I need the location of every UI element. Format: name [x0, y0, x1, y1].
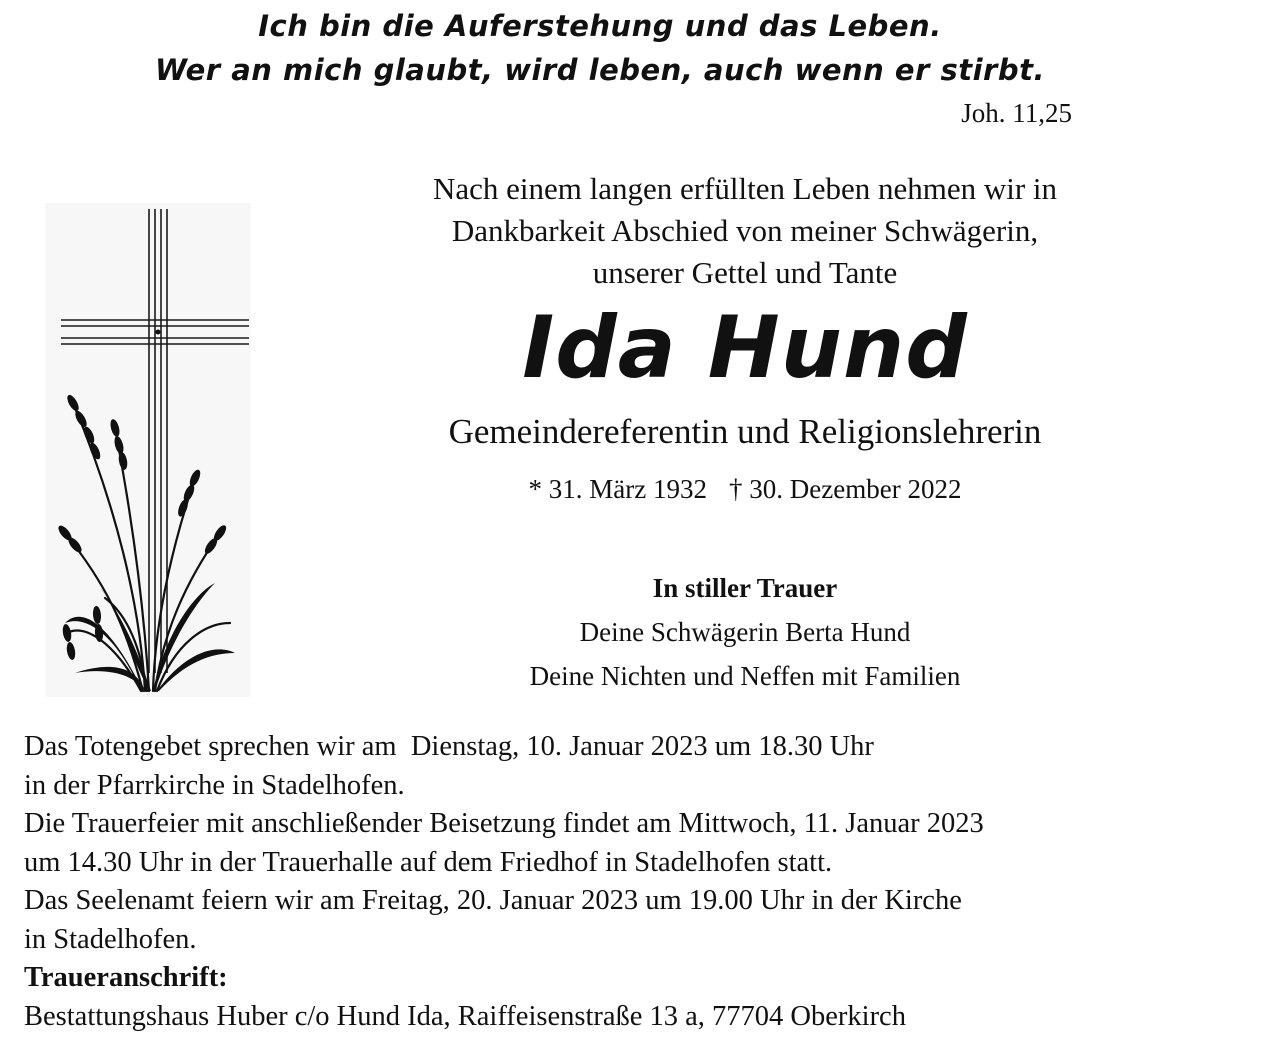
cross-with-grain-icon	[45, 203, 251, 697]
detail-line-3: Die Trauerfeier mit anschließender Beisetzung findet am Mittwoch, 11. Januar 2023	[24, 808, 984, 839]
detail-line-5: Das Seelenamt feiern wir am Freitag, 20. Januar 2023 um 19.00 Uhr in der Kirche	[24, 885, 962, 916]
death-date: † 30. Dezember 2022	[729, 474, 962, 504]
detail-line-6: in Stadelhofen.	[24, 923, 197, 955]
detail-line-1: Das Totengebet sprechen wir am Dienstag, 10. Januar 2023 um 18.30 Uhr	[24, 731, 874, 762]
address-heading: Traueranschrift:	[24, 962, 228, 993]
service-details	[24, 728, 1254, 1036]
bible-verse	[0, 4, 1200, 92]
intro-line-1: Nach einem langen erfüllten Leben nehmen wir in	[432, 171, 1058, 206]
deceased-name: Ida Hund	[522, 298, 968, 398]
birth-date: * 31. März 1932	[528, 474, 708, 504]
deceased-profession: Gemeindereferentin und Religionslehrerin	[448, 412, 1042, 451]
detail-line-2: in der Pfarrkirche in Stadelhofen.	[24, 769, 405, 801]
verse-line-1: Ich bin die Auferstehung und das Leben.	[258, 9, 942, 43]
verse-reference: Joh. 11,25	[961, 98, 1072, 128]
life-dates	[345, 474, 1145, 505]
mourning-address: Bestattungshaus Huber c/o Hund Ida, Raiffeisenstraße 13 a, 77704 Oberkirch	[24, 1000, 906, 1032]
verse-line-2: Wer an mich glaubt, wird leben, auch wenn er stirbt.	[155, 53, 1045, 87]
mourner-line-1: Deine Schwägerin Berta Hund	[579, 617, 911, 647]
intro-line-3: unserer Gettel und Tante	[592, 255, 898, 290]
detail-line-4: um 14.30 Uhr in der Trauerhalle auf dem Friedhof in Stadelhofen statt.	[24, 846, 833, 878]
intro-line-2: Dankbarkeit Abschied von meiner Schwägerin,	[451, 213, 1039, 248]
mourners-heading: In stiller Trauer	[652, 573, 838, 603]
intro-text	[340, 168, 1150, 294]
mourners-block	[345, 566, 1145, 698]
mourner-line-2: Deine Nichten und Neffen mit Familien	[529, 661, 961, 691]
